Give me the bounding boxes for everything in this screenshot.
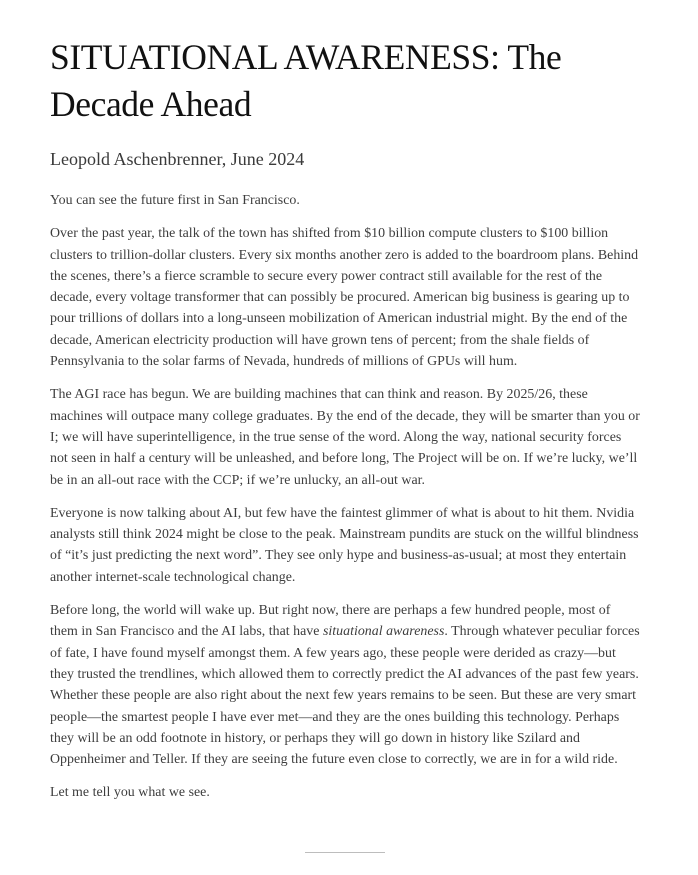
paragraph: You can see the future first in San Francisco. xyxy=(50,193,300,208)
paragraph: Let me tell you what we see. xyxy=(50,785,210,801)
page-title: SITUATIONAL AWARENESS: The Decade Ahead xyxy=(50,37,562,124)
paragraph xyxy=(50,600,640,770)
paragraph-text: . Through whatever peculiar forces of fate, I have found myself amongst them. A few years ago, these people were derided as crazy—but they trusted the trendlines, which allowed them to correctly predict the AI advances of the past few years. Whether these people are also right about the next few years remains to be seen. But these are very smart people—the smartest people I have ever met—and they are the ones building this technology. Perhaps they will be an odd footnote in history, or perhaps they will go down in history like Szilard and Oppenheimer and Teller. If they are seeing the future even close to correctly, we are in for a wild ride. xyxy=(50,624,640,768)
paragraph: The AGI race has begun. We are building machines that can think and reason. By 2025/26, these machines will outpace many college graduates. By the end of the decade, they will be smarter than you or I; we will have superintelligence, in the true sense of the word. Along the way, national security forces not seen in half a century will be unleashed, and before long, The Project will be on. If we’re lucky, we’ll be in an all-out race with the CCP; if we’re unlucky, an all-out war. xyxy=(50,387,640,488)
paragraph: Everyone is now talking about AI, but few have the faintest glimmer of what is about to hit them. Nvidia analysts still think 2024 might be close to the peak. Mainstream pundits are stuck on the willful blindness of “it’s just predicting the next word”. They see only hype and business-as-usual; at most they entertain another internet-scale technological change. xyxy=(50,505,639,585)
section-divider xyxy=(305,852,385,853)
paragraph-text: Before long, the world will wake up. But right now, there are perhaps a few hundred people, most of them in San Francisco and the AI labs, that have xyxy=(50,603,611,640)
emphasis-text: situational awareness xyxy=(322,624,445,640)
author-byline: Leopold Aschenbrenner, June 2024 xyxy=(50,149,305,169)
paragraph: Over the past year, the talk of the town has shifted from $10 billion compute clusters to $100 billion clusters to trillion-dollar clusters. Every six months another zero is added to the boardroom plans. Behind the scenes, there’s a fierce scramble to secure every power contract still available for the rest of the decade, every voltage transformer that can possibly be procured. American big business is gearing up to pour trillions of dollars into a long-unseen mobilization of American industrial might. By the end of the decade, American electricity production will have grown tens of percent; from the shale fields of Pennsylvania to the solar farms of Nevada, hundreds of millions of GPUs will hum. xyxy=(50,226,639,370)
article-body xyxy=(50,190,640,816)
